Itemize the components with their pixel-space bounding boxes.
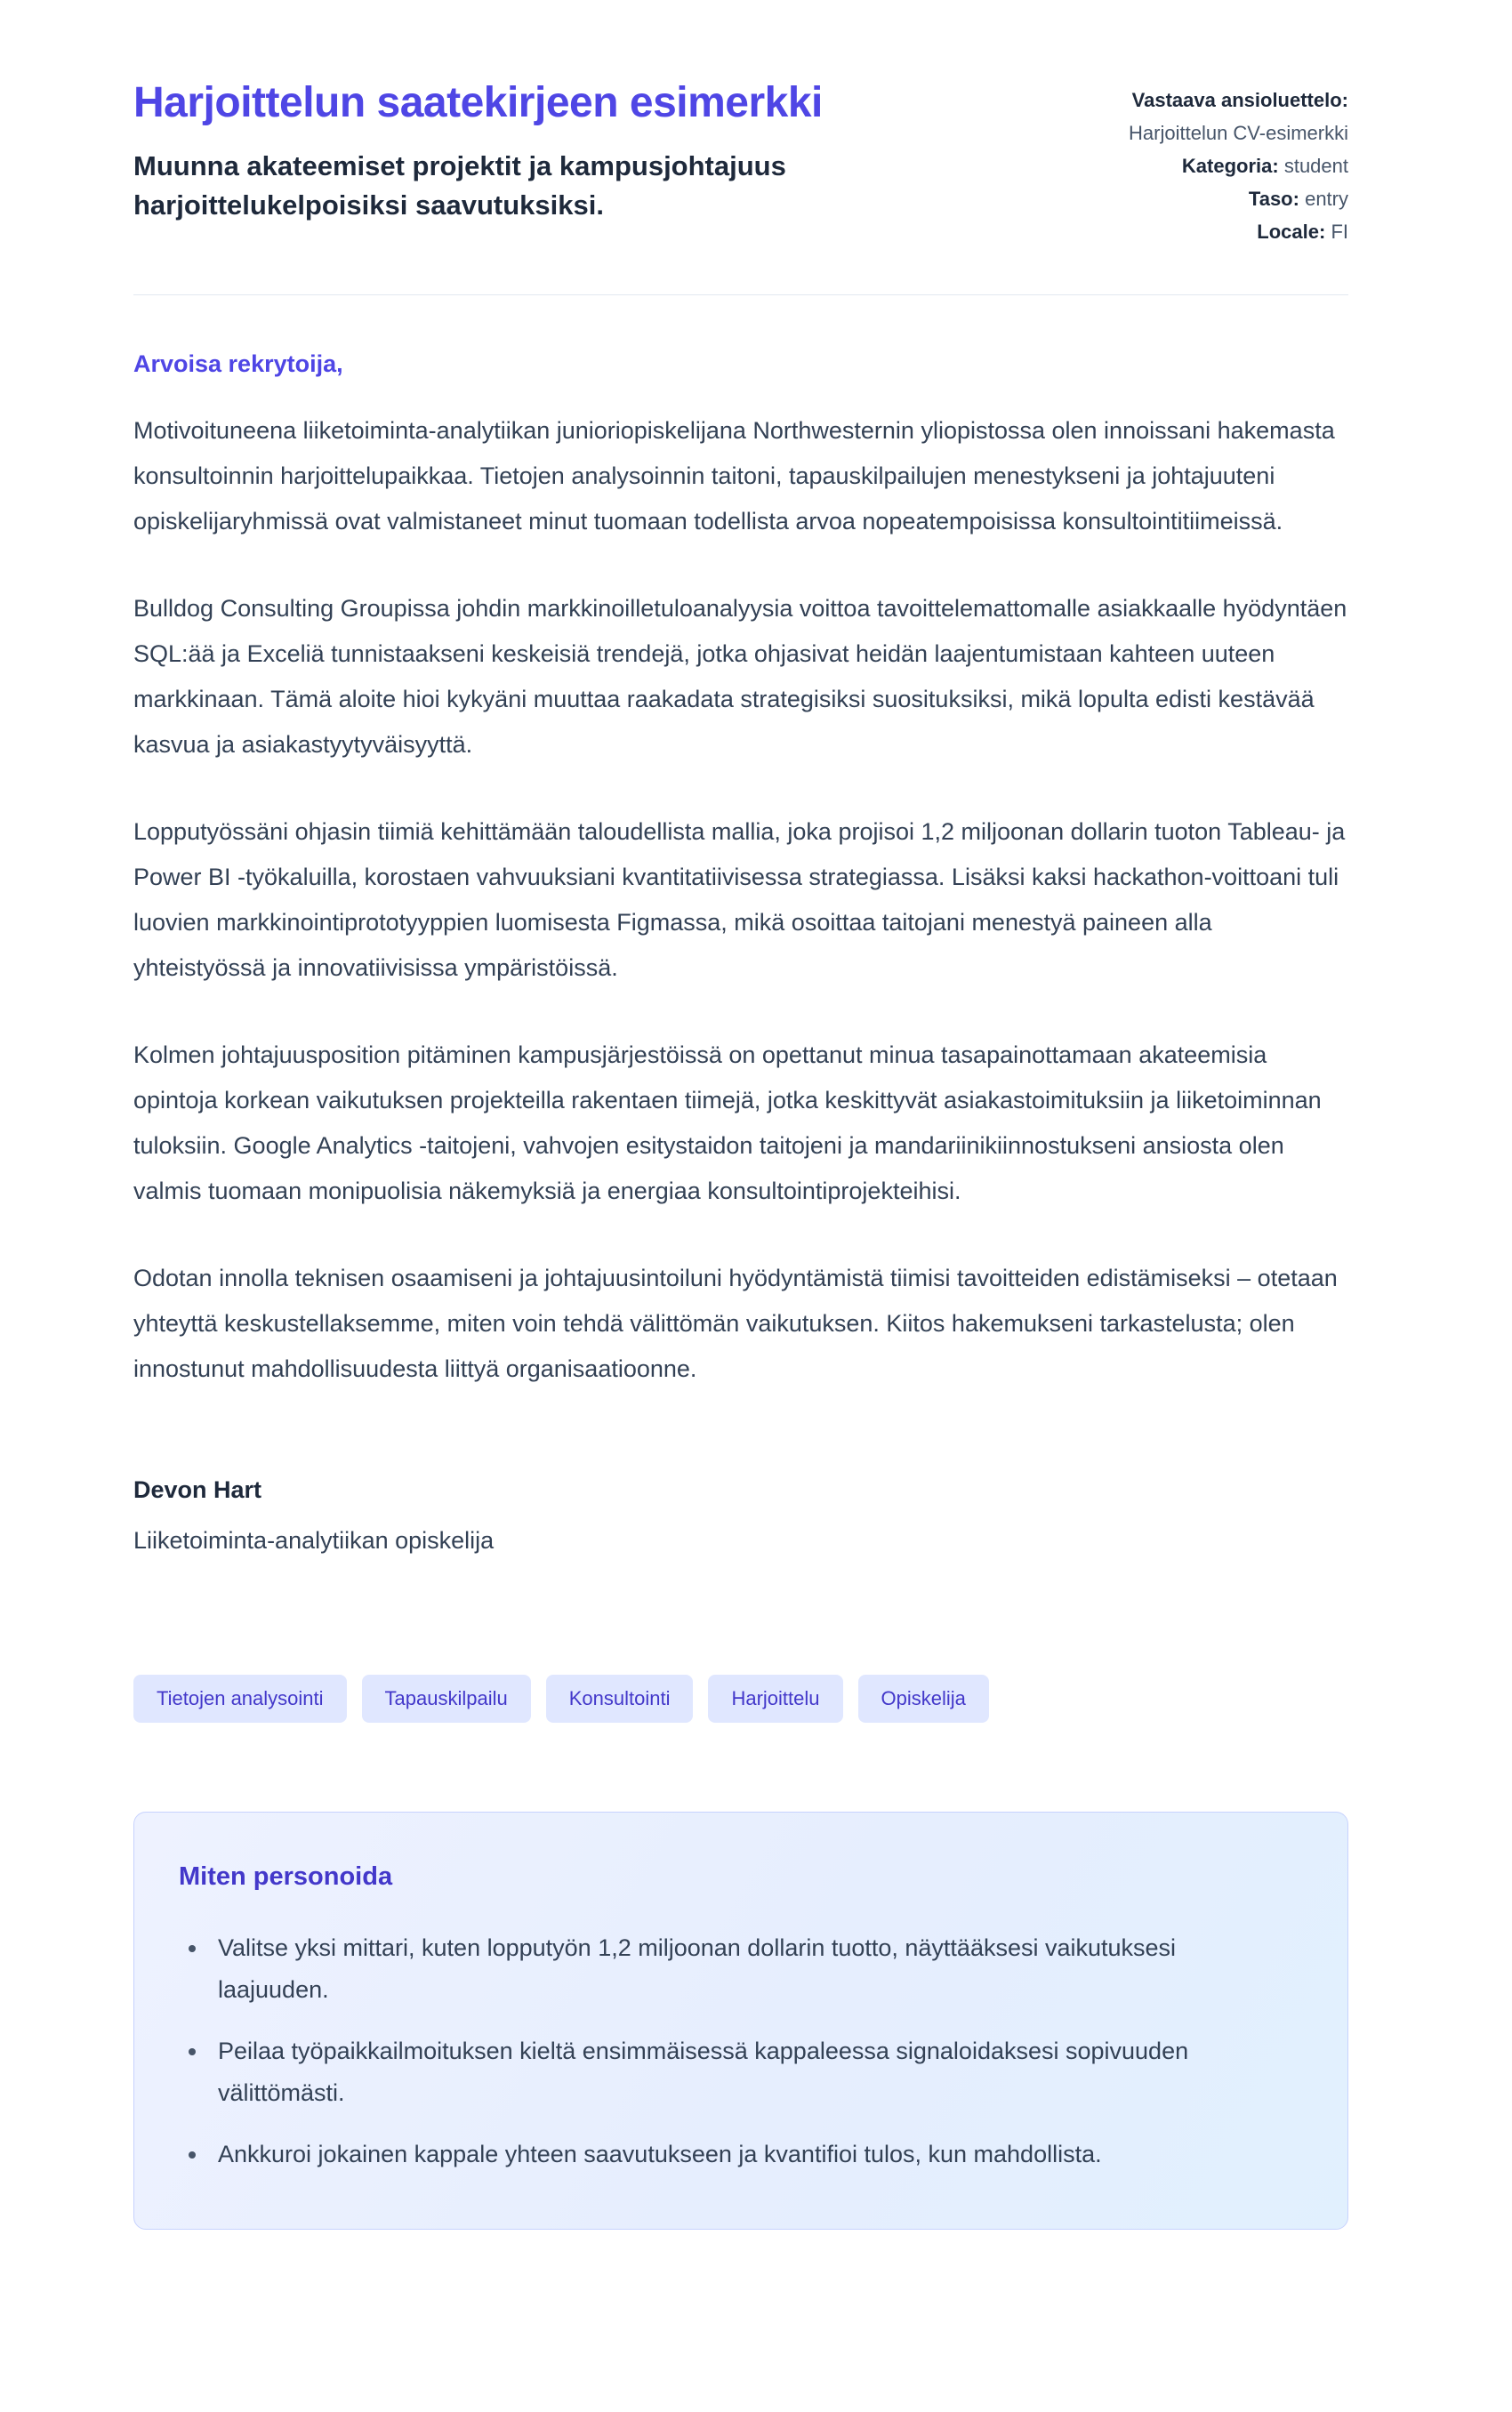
signature-block — [133, 1476, 1348, 1555]
meta-value: entry — [1305, 188, 1348, 210]
tag-pill[interactable]: Tietojen analysointi — [133, 1675, 347, 1723]
tag-pill[interactable]: Tapauskilpailu — [362, 1675, 531, 1723]
page-header — [133, 78, 1348, 248]
meta-value: FI — [1331, 221, 1348, 243]
signature-role: Liiketoiminta-analytiikan opiskelija — [133, 1527, 495, 1554]
letter-paragraph: Kolmen johtajuusposition pitäminen kampusjärjestöissä on opettanut minua tasapainottamaan akateemisia opintoja korkean vaikutuksen projekteilla rakentaen tiimejä, jotka keskittyvät asiakastoimituksiin ja liiketoiminnan tuloksiin. Google Analytics -taitojeni, vahvojen esitystaidon taitojeni ja mandariinikiinnostukseni ansiosta olen valmis tuomaan monipuolisia näkemyksiä ja energiaa konsultointiprojekteihisi. — [133, 1041, 1322, 1204]
letter-body — [133, 350, 1348, 1555]
meta-panel — [1082, 78, 1348, 248]
tip-item: • Valitse yksi mittari, kuten lopputyön 1,2 miljoonan dollarin tuotto, näyttääksesi vaikutuksesi laajuuden. — [209, 1927, 1259, 2011]
letter-paragraph: Odotan innolla teknisen osaamiseni ja johtajuusintoiluni hyödyntämistä tiimisi tavoitteiden edistämiseksi – otetaan yhteyttä keskustellaksemme, miten voin tehdä välittömän vaikutuksen. Kiitos hakemukseni tarkastelusta; olen innostunut mahdollisuudesta liittyä organisaatioonne. — [133, 1265, 1338, 1382]
letter-paragraph: Lopputyössäni ohjasin tiimiä kehittämään taloudellista mallia, joka projisoi 1,2 miljoonan dollarin tuoton Tableau- ja Power BI -työkaluilla, korostaen vahvuuksiani kvantitatiivisessa strategiassa. Lisäksi kaksi hackathon-voittoani tuli luovien markkinointiprototyyppien luomisesta Figmassa, mikä osoittaa taitojani menestyä paineen alla yhteistyössä ja innovatiivisissa ympäristöissä. — [133, 818, 1346, 981]
letter-paragraph: Motivoituneena liiketoiminta-analytiikan junioriopiskelijana Northwesternin yliopistossa olen innoissani hakemasta konsultoinnin harjoittelupaikkaa. Tietojen analysoinnin taitoni, tapauskilpailujen menestykseni ja johtajuuteni opiskelijaryhmissä ovat valmistaneet minut tuomaan todellista arvoa nopeatempoisissa konsultointitiimeissä. — [133, 417, 1335, 535]
personalization-tips-card — [133, 1812, 1348, 2230]
tag-pill[interactable]: Opiskelija — [858, 1675, 989, 1723]
letter-paragraph: Bulldog Consulting Groupissa johdin markkinoilletuloanalyysia voittoa tavoittelemattomalle asiakkaalle hyödyntäen SQL:ää ja Exceliä tunnistaakseni keskeisiä trendejä, jotka ohjasivat heidän laajentumistaan kahteen uuteen markkinaan. Tämä aloite hioi kykyäni muuttaa raakadata strategisiksi suosituksiksi, mikä lopulta edisti kestävää kasvua ja asiakastyytyväisyyttä. — [133, 595, 1347, 758]
tips-list — [179, 1927, 1294, 2175]
tips-heading: Miten personoida — [179, 1862, 393, 1891]
tag-pill[interactable]: Harjoittelu — [708, 1675, 842, 1723]
tag-list — [133, 1675, 1348, 1723]
tag-pill[interactable]: Konsultointi — [546, 1675, 694, 1723]
tip-item: • Ankkuroi jokainen kappale yhteen saavutukseen ja kvantifioi tulos, kun mahdollista. — [209, 2134, 1259, 2175]
meta-label: Kategoria: — [1181, 155, 1279, 177]
page-subtitle: Muunna akateemiset projektit ja kampusjohtajuus harjoittelukelpoisiksi saavutuksiksi. — [133, 150, 786, 221]
header-title-block — [133, 78, 916, 225]
meta-value: student — [1283, 155, 1348, 177]
page-title: Harjoittelun saatekirjeen esimerkki — [133, 79, 823, 126]
letter-greeting: Arvoisa rekrytoija, — [133, 350, 343, 377]
tip-item: • Peilaa työpaikkailmoituksen kieltä ensimmäisessä kappaleessa signaloidaksesi sopivuuden välittömästi. — [209, 2030, 1259, 2114]
meta-label: Taso: — [1248, 188, 1299, 210]
meta-label: Locale: — [1257, 221, 1326, 243]
meta-value: Harjoittelun CV-esimerkki — [1129, 122, 1348, 144]
meta-label: Vastaava ansioluettelo: — [1131, 89, 1348, 111]
header-divider — [133, 294, 1348, 295]
signature-name: Devon Hart — [133, 1476, 262, 1503]
